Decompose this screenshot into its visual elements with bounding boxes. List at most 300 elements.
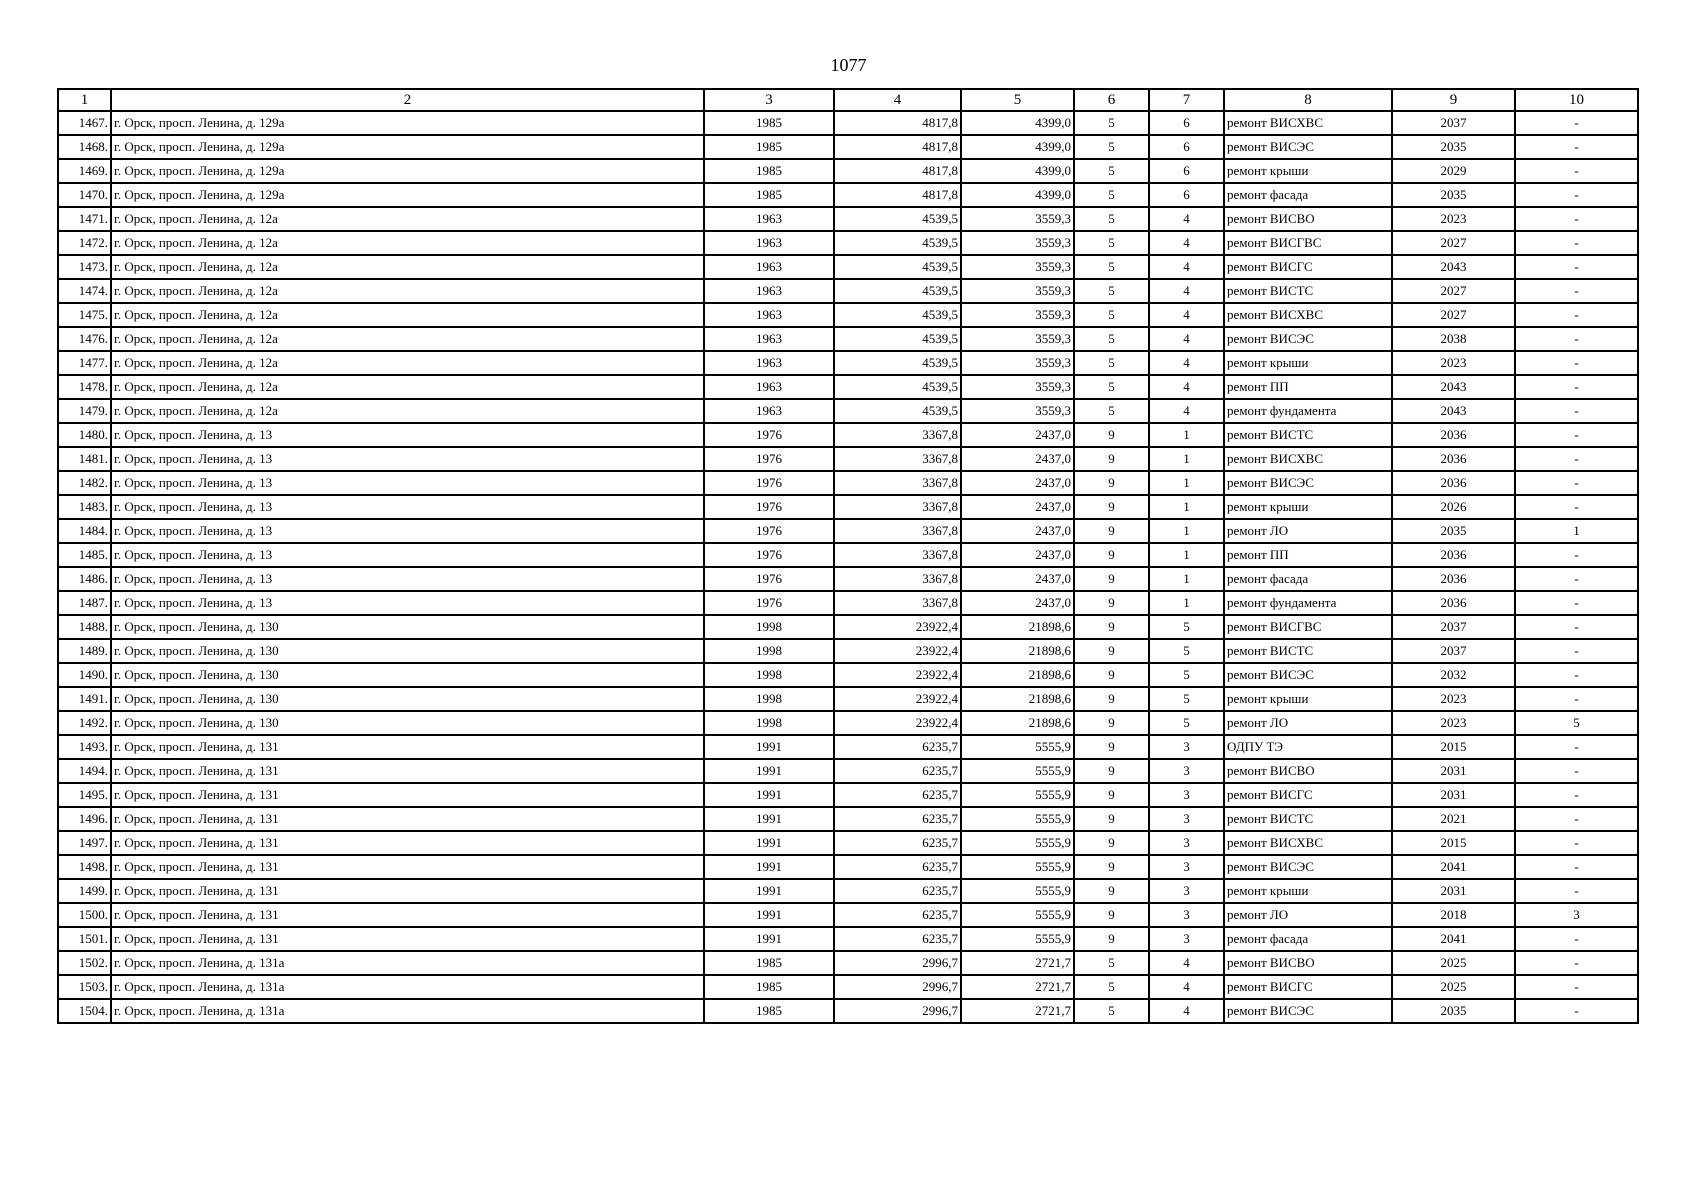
- cell-plan-year: 2023: [1392, 711, 1515, 735]
- cell-work-type: ремонт ВИСЭС: [1224, 999, 1392, 1023]
- cell-address: г. Орск, просп. Ленина, д. 12а: [111, 375, 704, 399]
- cell-plan-year: 2035: [1392, 999, 1515, 1023]
- cell-floors: 5: [1074, 951, 1149, 975]
- cell-total-area: 6235,7: [834, 807, 961, 831]
- table-row: [58, 615, 1638, 639]
- cell-living-area: 2437,0: [961, 471, 1074, 495]
- cell-build-year: 1985: [704, 111, 834, 135]
- cell-address: г. Орск, просп. Ленина, д. 12а: [111, 327, 704, 351]
- cell-work-type: ремонт ВИСТС: [1224, 807, 1392, 831]
- cell-floors: 9: [1074, 783, 1149, 807]
- cell-row-number: 1499.: [58, 879, 111, 903]
- cell-build-year: 1991: [704, 855, 834, 879]
- cell-count: -: [1515, 111, 1638, 135]
- cell-total-area: 3367,8: [834, 447, 961, 471]
- cell-total-area: 4817,8: [834, 135, 961, 159]
- cell-row-number: 1483.: [58, 495, 111, 519]
- table-row: [58, 975, 1638, 999]
- cell-row-number: 1475.: [58, 303, 111, 327]
- cell-plan-year: 2023: [1392, 351, 1515, 375]
- cell-row-number: 1477.: [58, 351, 111, 375]
- cell-living-area: 4399,0: [961, 159, 1074, 183]
- table-row: [58, 687, 1638, 711]
- cell-total-area: 23922,4: [834, 639, 961, 663]
- cell-living-area: 2437,0: [961, 519, 1074, 543]
- table-row: [58, 255, 1638, 279]
- cell-entrances: 4: [1149, 255, 1224, 279]
- cell-living-area: 3559,3: [961, 231, 1074, 255]
- cell-total-area: 23922,4: [834, 663, 961, 687]
- cell-row-number: 1490.: [58, 663, 111, 687]
- cell-entrances: 3: [1149, 807, 1224, 831]
- cell-total-area: 4539,5: [834, 279, 961, 303]
- cell-plan-year: 2035: [1392, 519, 1515, 543]
- cell-total-area: 3367,8: [834, 567, 961, 591]
- cell-work-type: ремонт ВИСХВС: [1224, 303, 1392, 327]
- table-row: [58, 183, 1638, 207]
- cell-row-number: 1503.: [58, 975, 111, 999]
- cell-address: г. Орск, просп. Ленина, д. 131а: [111, 999, 704, 1023]
- cell-entrances: 6: [1149, 159, 1224, 183]
- cell-total-area: 4539,5: [834, 303, 961, 327]
- cell-living-area: 5555,9: [961, 735, 1074, 759]
- cell-floors: 9: [1074, 927, 1149, 951]
- cell-build-year: 1963: [704, 207, 834, 231]
- column-header: 2: [111, 89, 704, 111]
- cell-work-type: ремонт ВИСХВС: [1224, 111, 1392, 135]
- cell-build-year: 1985: [704, 951, 834, 975]
- cell-count: -: [1515, 303, 1638, 327]
- cell-build-year: 1991: [704, 783, 834, 807]
- cell-living-area: 21898,6: [961, 711, 1074, 735]
- cell-row-number: 1480.: [58, 423, 111, 447]
- cell-address: г. Орск, просп. Ленина, д. 131: [111, 927, 704, 951]
- cell-plan-year: 2027: [1392, 231, 1515, 255]
- cell-count: -: [1515, 207, 1638, 231]
- cell-count: -: [1515, 279, 1638, 303]
- cell-entrances: 4: [1149, 279, 1224, 303]
- cell-build-year: 1976: [704, 543, 834, 567]
- cell-entrances: 1: [1149, 495, 1224, 519]
- cell-total-area: 3367,8: [834, 423, 961, 447]
- cell-work-type: ремонт фасада: [1224, 183, 1392, 207]
- cell-floors: 5: [1074, 279, 1149, 303]
- cell-address: г. Орск, просп. Ленина, д. 129а: [111, 111, 704, 135]
- cell-work-type: ремонт ВИСВО: [1224, 207, 1392, 231]
- cell-living-area: 21898,6: [961, 687, 1074, 711]
- cell-work-type: ремонт ВИСВО: [1224, 951, 1392, 975]
- cell-build-year: 1963: [704, 279, 834, 303]
- cell-plan-year: 2031: [1392, 783, 1515, 807]
- column-header: 8: [1224, 89, 1392, 111]
- cell-total-area: 6235,7: [834, 783, 961, 807]
- column-header: 6: [1074, 89, 1149, 111]
- cell-address: г. Орск, просп. Ленина, д. 13: [111, 423, 704, 447]
- cell-living-area: 3559,3: [961, 351, 1074, 375]
- cell-plan-year: 2027: [1392, 303, 1515, 327]
- cell-floors: 9: [1074, 831, 1149, 855]
- cell-row-number: 1500.: [58, 903, 111, 927]
- cell-living-area: 5555,9: [961, 759, 1074, 783]
- cell-entrances: 1: [1149, 519, 1224, 543]
- cell-address: г. Орск, просп. Ленина, д. 131а: [111, 951, 704, 975]
- table-row: [58, 759, 1638, 783]
- cell-floors: 5: [1074, 255, 1149, 279]
- cell-floors: 5: [1074, 375, 1149, 399]
- cell-build-year: 1991: [704, 759, 834, 783]
- cell-count: -: [1515, 591, 1638, 615]
- cell-living-area: 4399,0: [961, 111, 1074, 135]
- cell-address: г. Орск, просп. Ленина, д. 130: [111, 639, 704, 663]
- cell-row-number: 1479.: [58, 399, 111, 423]
- cell-address: г. Орск, просп. Ленина, д. 13: [111, 447, 704, 471]
- cell-count: -: [1515, 999, 1638, 1023]
- cell-plan-year: 2043: [1392, 255, 1515, 279]
- cell-row-number: 1469.: [58, 159, 111, 183]
- cell-floors: 5: [1074, 183, 1149, 207]
- cell-work-type: ремонт ВИСТС: [1224, 423, 1392, 447]
- cell-row-number: 1474.: [58, 279, 111, 303]
- cell-work-type: ремонт фасада: [1224, 567, 1392, 591]
- cell-address: г. Орск, просп. Ленина, д. 12а: [111, 255, 704, 279]
- cell-plan-year: 2031: [1392, 759, 1515, 783]
- cell-count: -: [1515, 159, 1638, 183]
- table-row: [58, 471, 1638, 495]
- cell-row-number: 1473.: [58, 255, 111, 279]
- cell-build-year: 1991: [704, 927, 834, 951]
- cell-address: г. Орск, просп. Ленина, д. 131: [111, 807, 704, 831]
- cell-plan-year: 2041: [1392, 927, 1515, 951]
- cell-build-year: 1976: [704, 423, 834, 447]
- cell-row-number: 1504.: [58, 999, 111, 1023]
- cell-address: г. Орск, просп. Ленина, д. 13: [111, 471, 704, 495]
- cell-living-area: 3559,3: [961, 399, 1074, 423]
- cell-total-area: 6235,7: [834, 735, 961, 759]
- table-row: [58, 423, 1638, 447]
- cell-plan-year: 2023: [1392, 687, 1515, 711]
- cell-row-number: 1492.: [58, 711, 111, 735]
- cell-floors: 5: [1074, 351, 1149, 375]
- cell-address: г. Орск, просп. Ленина, д. 131: [111, 783, 704, 807]
- cell-row-number: 1501.: [58, 927, 111, 951]
- cell-entrances: 5: [1149, 615, 1224, 639]
- cell-count: 5: [1515, 711, 1638, 735]
- cell-build-year: 1985: [704, 975, 834, 999]
- cell-work-type: ремонт ВИСЭС: [1224, 135, 1392, 159]
- cell-entrances: 4: [1149, 399, 1224, 423]
- cell-plan-year: 2035: [1392, 135, 1515, 159]
- cell-floors: 9: [1074, 615, 1149, 639]
- table-row: [58, 951, 1638, 975]
- cell-work-type: ремонт ВИСХВС: [1224, 831, 1392, 855]
- cell-build-year: 1963: [704, 375, 834, 399]
- cell-plan-year: 2036: [1392, 543, 1515, 567]
- cell-address: г. Орск, просп. Ленина, д. 13: [111, 567, 704, 591]
- cell-plan-year: 2043: [1392, 375, 1515, 399]
- cell-plan-year: 2037: [1392, 639, 1515, 663]
- cell-work-type: ремонт ВИСВО: [1224, 759, 1392, 783]
- cell-build-year: 1963: [704, 303, 834, 327]
- cell-work-type: ремонт крыши: [1224, 879, 1392, 903]
- cell-build-year: 1963: [704, 327, 834, 351]
- cell-floors: 5: [1074, 231, 1149, 255]
- column-header: 5: [961, 89, 1074, 111]
- cell-work-type: ремонт крыши: [1224, 687, 1392, 711]
- cell-total-area: 3367,8: [834, 495, 961, 519]
- cell-row-number: 1489.: [58, 639, 111, 663]
- cell-count: -: [1515, 615, 1638, 639]
- cell-row-number: 1495.: [58, 783, 111, 807]
- cell-floors: 5: [1074, 159, 1149, 183]
- table-row: [58, 279, 1638, 303]
- cell-plan-year: 2037: [1392, 615, 1515, 639]
- cell-address: г. Орск, просп. Ленина, д. 129а: [111, 135, 704, 159]
- cell-row-number: 1488.: [58, 615, 111, 639]
- cell-count: -: [1515, 447, 1638, 471]
- cell-floors: 9: [1074, 471, 1149, 495]
- cell-count: -: [1515, 831, 1638, 855]
- cell-plan-year: 2027: [1392, 279, 1515, 303]
- cell-row-number: 1476.: [58, 327, 111, 351]
- cell-row-number: 1493.: [58, 735, 111, 759]
- table-row: [58, 855, 1638, 879]
- table-row: [58, 111, 1638, 135]
- cell-count: -: [1515, 975, 1638, 999]
- cell-count: 1: [1515, 519, 1638, 543]
- cell-count: -: [1515, 495, 1638, 519]
- cell-count: 3: [1515, 903, 1638, 927]
- cell-living-area: 2721,7: [961, 999, 1074, 1023]
- cell-address: г. Орск, просп. Ленина, д. 131: [111, 903, 704, 927]
- cell-total-area: 6235,7: [834, 927, 961, 951]
- cell-plan-year: 2035: [1392, 183, 1515, 207]
- cell-row-number: 1485.: [58, 543, 111, 567]
- cell-count: -: [1515, 735, 1638, 759]
- cell-plan-year: 2043: [1392, 399, 1515, 423]
- cell-build-year: 1976: [704, 567, 834, 591]
- cell-row-number: 1486.: [58, 567, 111, 591]
- cell-count: -: [1515, 135, 1638, 159]
- cell-plan-year: 2036: [1392, 423, 1515, 447]
- cell-entrances: 5: [1149, 639, 1224, 663]
- cell-entrances: 4: [1149, 999, 1224, 1023]
- column-header: 10: [1515, 89, 1638, 111]
- cell-living-area: 3559,3: [961, 255, 1074, 279]
- cell-total-area: 4539,5: [834, 255, 961, 279]
- cell-entrances: 1: [1149, 423, 1224, 447]
- column-header: 1: [58, 89, 111, 111]
- cell-living-area: 3559,3: [961, 207, 1074, 231]
- cell-plan-year: 2032: [1392, 663, 1515, 687]
- table-row: [58, 831, 1638, 855]
- cell-plan-year: 2026: [1392, 495, 1515, 519]
- cell-total-area: 6235,7: [834, 855, 961, 879]
- cell-count: -: [1515, 927, 1638, 951]
- cell-work-type: ремонт ВИСЭС: [1224, 663, 1392, 687]
- table-row: [58, 999, 1638, 1023]
- cell-count: -: [1515, 855, 1638, 879]
- cell-living-area: 5555,9: [961, 783, 1074, 807]
- cell-plan-year: 2023: [1392, 207, 1515, 231]
- cell-plan-year: 2036: [1392, 591, 1515, 615]
- cell-build-year: 1998: [704, 639, 834, 663]
- table-row: [58, 903, 1638, 927]
- cell-work-type: ремонт фундамента: [1224, 399, 1392, 423]
- cell-entrances: 4: [1149, 231, 1224, 255]
- cell-work-type: ремонт ВИСЭС: [1224, 471, 1392, 495]
- cell-entrances: 3: [1149, 831, 1224, 855]
- cell-address: г. Орск, просп. Ленина, д. 13: [111, 519, 704, 543]
- cell-address: г. Орск, просп. Ленина, д. 131а: [111, 975, 704, 999]
- cell-address: г. Орск, просп. Ленина, д. 13: [111, 543, 704, 567]
- cell-count: -: [1515, 183, 1638, 207]
- cell-floors: 9: [1074, 903, 1149, 927]
- cell-living-area: 21898,6: [961, 639, 1074, 663]
- cell-work-type: ремонт ЛО: [1224, 519, 1392, 543]
- cell-living-area: 3559,3: [961, 375, 1074, 399]
- cell-floors: 9: [1074, 567, 1149, 591]
- cell-work-type: ремонт ВИСЭС: [1224, 855, 1392, 879]
- cell-entrances: 5: [1149, 687, 1224, 711]
- cell-row-number: 1472.: [58, 231, 111, 255]
- cell-entrances: 4: [1149, 951, 1224, 975]
- cell-plan-year: 2025: [1392, 951, 1515, 975]
- cell-total-area: 3367,8: [834, 519, 961, 543]
- cell-floors: 9: [1074, 423, 1149, 447]
- table-row: [58, 639, 1638, 663]
- cell-build-year: 1963: [704, 351, 834, 375]
- cell-address: г. Орск, просп. Ленина, д. 12а: [111, 231, 704, 255]
- cell-build-year: 1976: [704, 447, 834, 471]
- cell-address: г. Орск, просп. Ленина, д. 13: [111, 495, 704, 519]
- cell-plan-year: 2041: [1392, 855, 1515, 879]
- table-row: [58, 399, 1638, 423]
- cell-living-area: 2437,0: [961, 447, 1074, 471]
- cell-floors: 9: [1074, 663, 1149, 687]
- cell-build-year: 1976: [704, 591, 834, 615]
- cell-count: -: [1515, 759, 1638, 783]
- cell-build-year: 1976: [704, 495, 834, 519]
- cell-total-area: 3367,8: [834, 471, 961, 495]
- cell-row-number: 1481.: [58, 447, 111, 471]
- cell-build-year: 1963: [704, 231, 834, 255]
- cell-total-area: 4539,5: [834, 375, 961, 399]
- table-row: [58, 375, 1638, 399]
- cell-work-type: ремонт ПП: [1224, 543, 1392, 567]
- cell-work-type: ремонт ВИСГС: [1224, 783, 1392, 807]
- table-row: [58, 591, 1638, 615]
- cell-entrances: 5: [1149, 663, 1224, 687]
- cell-living-area: 2721,7: [961, 975, 1074, 999]
- table-row: [58, 159, 1638, 183]
- cell-count: -: [1515, 951, 1638, 975]
- cell-build-year: 1998: [704, 615, 834, 639]
- cell-entrances: 1: [1149, 543, 1224, 567]
- cell-plan-year: 2036: [1392, 567, 1515, 591]
- cell-total-area: 6235,7: [834, 831, 961, 855]
- cell-count: -: [1515, 663, 1638, 687]
- cell-row-number: 1491.: [58, 687, 111, 711]
- cell-plan-year: 2018: [1392, 903, 1515, 927]
- cell-address: г. Орск, просп. Ленина, д. 12а: [111, 279, 704, 303]
- table-row: [58, 879, 1638, 903]
- cell-floors: 5: [1074, 111, 1149, 135]
- cell-total-area: 3367,8: [834, 591, 961, 615]
- cell-total-area: 3367,8: [834, 543, 961, 567]
- cell-living-area: 2437,0: [961, 423, 1074, 447]
- cell-work-type: ремонт ВИСГВС: [1224, 615, 1392, 639]
- cell-living-area: 3559,3: [961, 279, 1074, 303]
- cell-floors: 5: [1074, 999, 1149, 1023]
- cell-row-number: 1487.: [58, 591, 111, 615]
- cell-entrances: 1: [1149, 567, 1224, 591]
- cell-count: -: [1515, 687, 1638, 711]
- cell-plan-year: 2036: [1392, 471, 1515, 495]
- cell-total-area: 23922,4: [834, 687, 961, 711]
- cell-work-type: ремонт ПП: [1224, 375, 1392, 399]
- table-row: [58, 135, 1638, 159]
- cell-plan-year: 2015: [1392, 735, 1515, 759]
- cell-total-area: 2996,7: [834, 999, 961, 1023]
- cell-count: -: [1515, 879, 1638, 903]
- table-row: [58, 663, 1638, 687]
- cell-count: -: [1515, 255, 1638, 279]
- cell-total-area: 6235,7: [834, 879, 961, 903]
- cell-entrances: 4: [1149, 327, 1224, 351]
- cell-entrances: 4: [1149, 303, 1224, 327]
- cell-build-year: 1991: [704, 903, 834, 927]
- cell-floors: 9: [1074, 591, 1149, 615]
- cell-total-area: 4817,8: [834, 111, 961, 135]
- table-row: [58, 351, 1638, 375]
- cell-address: г. Орск, просп. Ленина, д. 130: [111, 687, 704, 711]
- cell-work-type: ремонт крыши: [1224, 495, 1392, 519]
- cell-build-year: 1998: [704, 687, 834, 711]
- cell-plan-year: 2037: [1392, 111, 1515, 135]
- cell-plan-year: 2038: [1392, 327, 1515, 351]
- cell-row-number: 1502.: [58, 951, 111, 975]
- cell-plan-year: 2021: [1392, 807, 1515, 831]
- cell-address: г. Орск, просп. Ленина, д. 131: [111, 831, 704, 855]
- cell-work-type: ремонт фундамента: [1224, 591, 1392, 615]
- cell-entrances: 3: [1149, 903, 1224, 927]
- cell-living-area: 4399,0: [961, 183, 1074, 207]
- cell-floors: 9: [1074, 855, 1149, 879]
- cell-entrances: 5: [1149, 711, 1224, 735]
- cell-work-type: ремонт крыши: [1224, 159, 1392, 183]
- cell-work-type: ремонт ЛО: [1224, 903, 1392, 927]
- table-row: [58, 519, 1638, 543]
- cell-floors: 9: [1074, 495, 1149, 519]
- cell-build-year: 1991: [704, 879, 834, 903]
- table-row: [58, 447, 1638, 471]
- table-row: [58, 735, 1638, 759]
- cell-count: -: [1515, 231, 1638, 255]
- cell-build-year: 1985: [704, 135, 834, 159]
- cell-work-type: ремонт ВИСГС: [1224, 255, 1392, 279]
- cell-address: г. Орск, просп. Ленина, д. 130: [111, 711, 704, 735]
- cell-address: г. Орск, просп. Ленина, д. 131: [111, 735, 704, 759]
- cell-entrances: 6: [1149, 135, 1224, 159]
- cell-floors: 9: [1074, 543, 1149, 567]
- cell-address: г. Орск, просп. Ленина, д. 129а: [111, 159, 704, 183]
- cell-living-area: 2437,0: [961, 543, 1074, 567]
- cell-count: -: [1515, 351, 1638, 375]
- cell-floors: 9: [1074, 879, 1149, 903]
- cell-build-year: 1985: [704, 999, 834, 1023]
- cell-total-area: 2996,7: [834, 951, 961, 975]
- cell-plan-year: 2036: [1392, 447, 1515, 471]
